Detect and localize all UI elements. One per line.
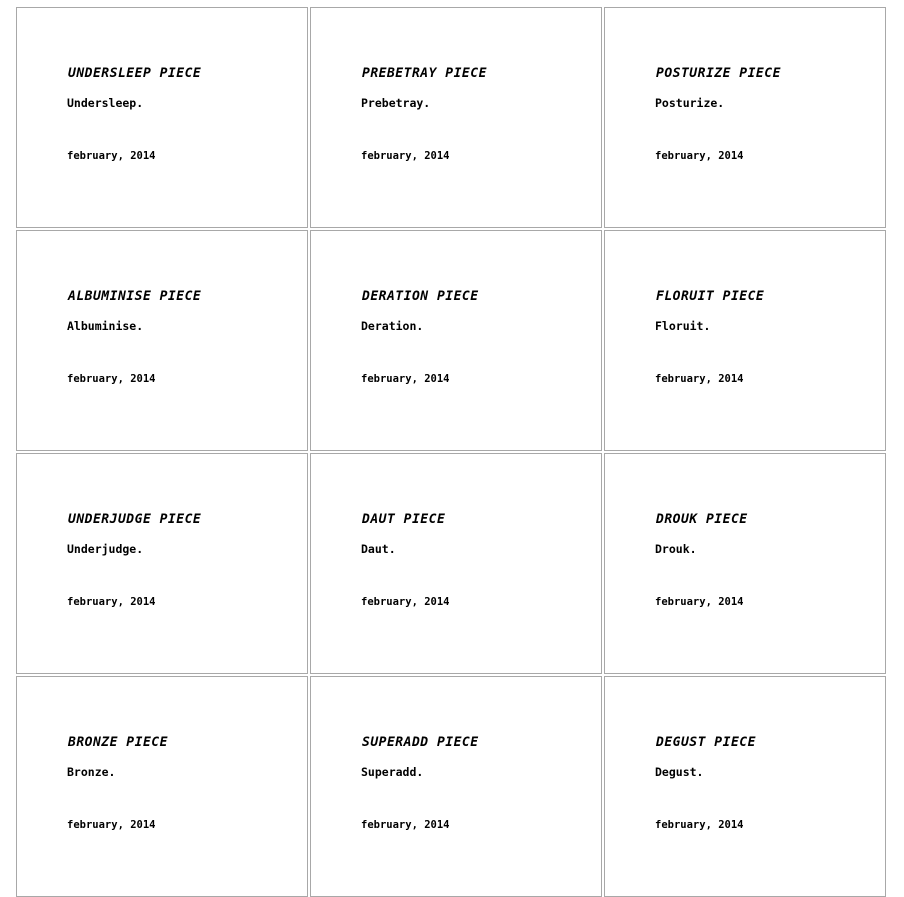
card-title[interactable]: BRONZE PIECE [68, 735, 168, 750]
card-description: Undersleep. [67, 96, 144, 110]
card-title[interactable]: PREBETRAY PIECE [362, 66, 487, 81]
card-title[interactable]: POSTURIZE PIECE [656, 66, 781, 81]
card-floruit[interactable] [604, 230, 886, 451]
card-drouk[interactable] [604, 453, 886, 674]
card-deration[interactable] [310, 230, 602, 451]
card-date: february, 2014 [361, 819, 450, 831]
card-description: Deration. [361, 319, 424, 333]
card-description: Posturize. [655, 96, 725, 110]
card-date: february, 2014 [655, 373, 744, 385]
card-description: Superadd. [361, 765, 424, 779]
card-title[interactable]: DAUT PIECE [362, 512, 446, 527]
card-date: february, 2014 [361, 150, 450, 162]
card-description: Underjudge. [67, 542, 144, 556]
card-date: february, 2014 [655, 819, 744, 831]
card-undersleep[interactable] [16, 7, 308, 228]
card-description: Bronze. [67, 765, 116, 779]
card-description: Prebetray. [361, 96, 431, 110]
card-title[interactable]: UNDERSLEEP PIECE [68, 66, 202, 81]
card-title[interactable]: ALBUMINISE PIECE [68, 289, 202, 304]
card-title[interactable]: UNDERJUDGE PIECE [68, 512, 202, 527]
card-prebetray[interactable] [310, 7, 602, 228]
card-date: february, 2014 [67, 150, 156, 162]
card-date: february, 2014 [67, 819, 156, 831]
card-albuminise[interactable] [16, 230, 308, 451]
card-title[interactable]: SUPERADD PIECE [362, 735, 479, 750]
card-title[interactable]: DEGUST PIECE [656, 735, 756, 750]
card-title[interactable]: DERATION PIECE [362, 289, 479, 304]
card-date: february, 2014 [361, 596, 450, 608]
card-date: february, 2014 [655, 150, 744, 162]
card-grid [16, 7, 886, 897]
card-underjudge[interactable] [16, 453, 308, 674]
card-title[interactable]: DROUK PIECE [656, 512, 748, 527]
card-description: Albuminise. [67, 319, 144, 333]
card-posturize[interactable] [604, 7, 886, 228]
card-description: Drouk. [655, 542, 697, 556]
card-title[interactable]: FLORUIT PIECE [656, 289, 765, 304]
card-description: Degust. [655, 765, 704, 779]
card-date: february, 2014 [67, 596, 156, 608]
card-description: Daut. [361, 542, 396, 556]
card-date: february, 2014 [655, 596, 744, 608]
card-description: Floruit. [655, 319, 711, 333]
card-daut[interactable] [310, 453, 602, 674]
card-date: february, 2014 [361, 373, 450, 385]
card-date: february, 2014 [67, 373, 156, 385]
